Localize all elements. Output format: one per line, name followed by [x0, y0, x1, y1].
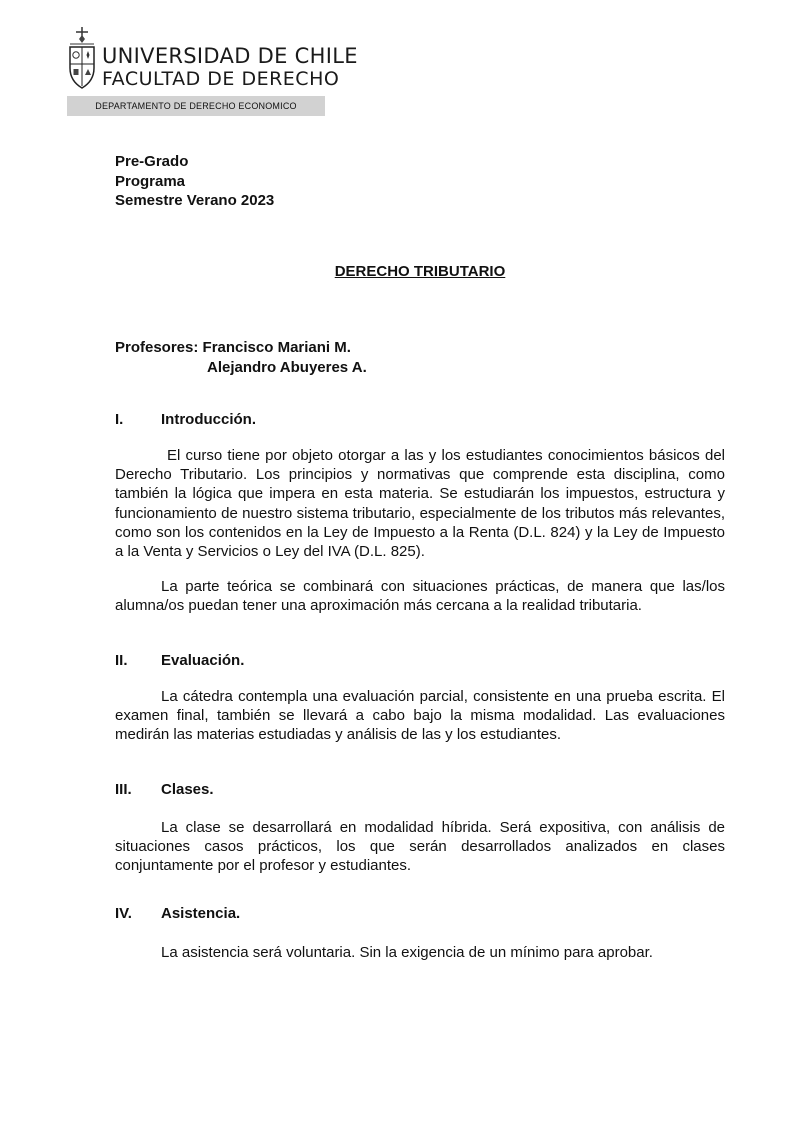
section-heading-evaluation	[115, 652, 244, 669]
section-number: I.	[115, 411, 124, 428]
meta-type: Programa	[115, 172, 186, 190]
section-title: Asistencia.	[161, 905, 241, 922]
section-paragraph: La cátedra contempla una evaluación parcial, consistente en una prueba escrita. El examen final, también se llevará a cabo bajo la misma modalidad. Las evaluaciones medirán las materias estudiadas y análisis de las y los estudiantes.	[115, 688, 725, 744]
section-paragraph: La parte teórica se combinará con situaciones prácticas, de manera que las/los alumna/os puedan tener una aproximación más cercana a la realidad tributaria.	[115, 578, 725, 615]
professors-block	[115, 338, 367, 377]
section-heading-attendance	[115, 905, 240, 922]
university-crest-icon	[67, 26, 97, 90]
section-title: Introducción.	[161, 411, 256, 428]
section-title: Evaluación.	[161, 652, 245, 669]
university-name: UNIVERSIDAD DE CHILE	[102, 44, 358, 68]
section-paragraph: La clase se desarrollará en modalidad híbrida. Será expositiva, con análisis de situaciones casos prácticos, los que serán desarrollados analizados en clases conjuntamente por el profesor y estudiantes.	[115, 819, 725, 875]
document-title: DERECHO TRIBUTARIO	[334, 263, 506, 280]
professors-label: Profesores:	[115, 339, 199, 356]
section-number: III.	[115, 781, 132, 798]
section-paragraph: La asistencia será voluntaria. Sin la exigencia de un mínimo para aprobar.	[161, 944, 653, 961]
section-heading-intro	[115, 411, 256, 428]
meta-semester: Semestre Verano 2023	[115, 192, 275, 209]
section-paragraph: El curso tiene por objeto otorgar a las y los estudiantes conocimientos básicos del Derecho Tributario. Los principios y normativas que comprende esta disciplina, como también la lógica que impera en esta materia. Se estudiarán los impuestos, estructura y funcionamiento de nuestro sistema tributario, especialmente de los tributos más relevantes, como son los contenidos en la Ley de Impuesto a la Renta (D.L. 824) y la Ley de Impuesto a la Venta y Servicios o Ley del IVA (D.L. 825).	[115, 447, 725, 561]
section-number: II.	[115, 652, 128, 669]
course-meta	[115, 152, 274, 211]
section-heading-classes	[115, 781, 214, 798]
section-title: Clases.	[161, 781, 214, 798]
faculty-name: FACULTAD DE DERECHO	[102, 68, 340, 90]
meta-level: Pre-Grado	[115, 153, 189, 170]
professor-name-2: Alejandro Abuyeres A.	[207, 358, 367, 376]
department-bar: DEPARTAMENTO DE DERECHO ECONOMICO	[67, 96, 325, 116]
section-number: IV.	[115, 905, 132, 922]
professor-name-1: Francisco Mariani M.	[202, 339, 351, 356]
